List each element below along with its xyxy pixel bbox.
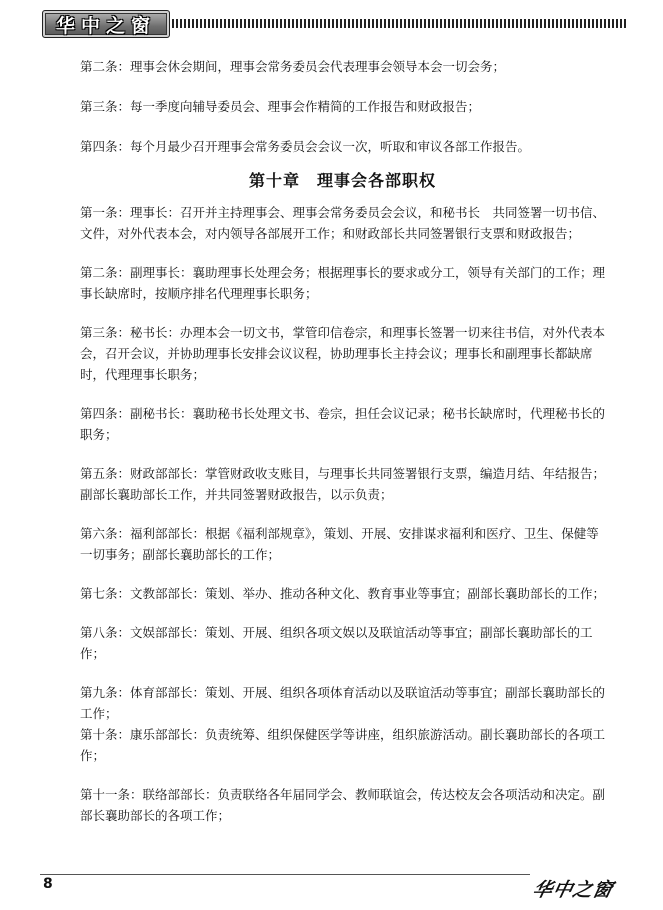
- article-10: 第十条：康乐部部长：负责统筹、组织保健医学等讲座，组织旅游活动。副长襄助部长的各项工作；: [80, 727, 606, 763]
- article-11: 第十一条：联络部部长：负责联络各年届同学会、教师联谊会，传达校友会各项活动和决定。副部长襄助部长的各项工作；: [80, 787, 606, 823]
- chapter-title: 第十章 理事会各部职权: [248, 171, 436, 190]
- article-6: 第六条：福利部部长：根据《福利部规章》，策划、开展、安排谋求福利和医疗、卫生、保健等一切事务；副部长襄助部长的工作；: [80, 526, 599, 562]
- header-badge: [42, 10, 170, 38]
- article-pre-2: 第二条：理事会休会期间，理事会常务委员会代表理事会领导本会一切会务；: [80, 59, 506, 74]
- header-rule: [172, 19, 628, 28]
- page-number: 8: [43, 876, 53, 892]
- header-badge-text: 华中之窗: [55, 14, 156, 37]
- article-5: 第五条：财政部部长：掌管财政收支账目，与理事长共同签署银行支票，编造月结、年结报告；副部长襄助部长工作，并共同签署财政报告，以示负责；: [80, 466, 606, 502]
- article-3: 第三条：秘书长：办理本会一切文书，掌管印信卷宗，和理事长签署一切来往书信，对外代表本会，召开会议，并协助理事长安排会议议程，协助理事长主持会议；理事长和副理事长都缺席时，代理理事长职务；: [80, 325, 606, 382]
- article-7: 第七条：文教部部长：策划、举办、推动各种文化、教育事业等事宜；副部长襄助部长的工作；: [80, 586, 606, 601]
- footer-logo: 华中之窗: [530, 879, 616, 901]
- article-pre-3: 第三条：每一季度向辅导委员会、理事会作精简的工作报告和财政报告；: [80, 99, 481, 114]
- document-body: [80, 56, 605, 826]
- article-4: 第四条：副秘书长：襄助秘书长处理文书、卷宗，担任会议记录；秘书长缺席时，代理秘书长的职务；: [80, 406, 606, 442]
- article-9: 第九条：体育部部长：策划、开展、组织各项体育活动以及联谊活动等事宜；副部长襄助部长的工作；: [80, 685, 606, 721]
- page-header: [40, 8, 628, 38]
- article-pre-4: 第四条：每个月最少召开理事会常务委员会会议一次，听取和审议各部工作报告。: [80, 139, 531, 154]
- article-2: 第二条：副理事长：襄助理事长处理会务；根据理事长的要求或分工，领导有关部门的工作；理事长缺席时，按顺序排名代理理事长职务；: [80, 265, 606, 301]
- article-8: 第八条：文娱部部长：策划、开展、组织各项文娱以及联谊活动等事宜；副部长襄助部长的工作；: [80, 625, 593, 661]
- article-1: 第一条：理事长：召开并主持理事会、理事会常务委员会会议，和秘书长 共同签署一切书信、文件，对外代表本会，对内领导各部展开工作；和财政部长共同签署银行支票和财政报告；: [80, 205, 606, 241]
- footer-rule: [40, 874, 530, 875]
